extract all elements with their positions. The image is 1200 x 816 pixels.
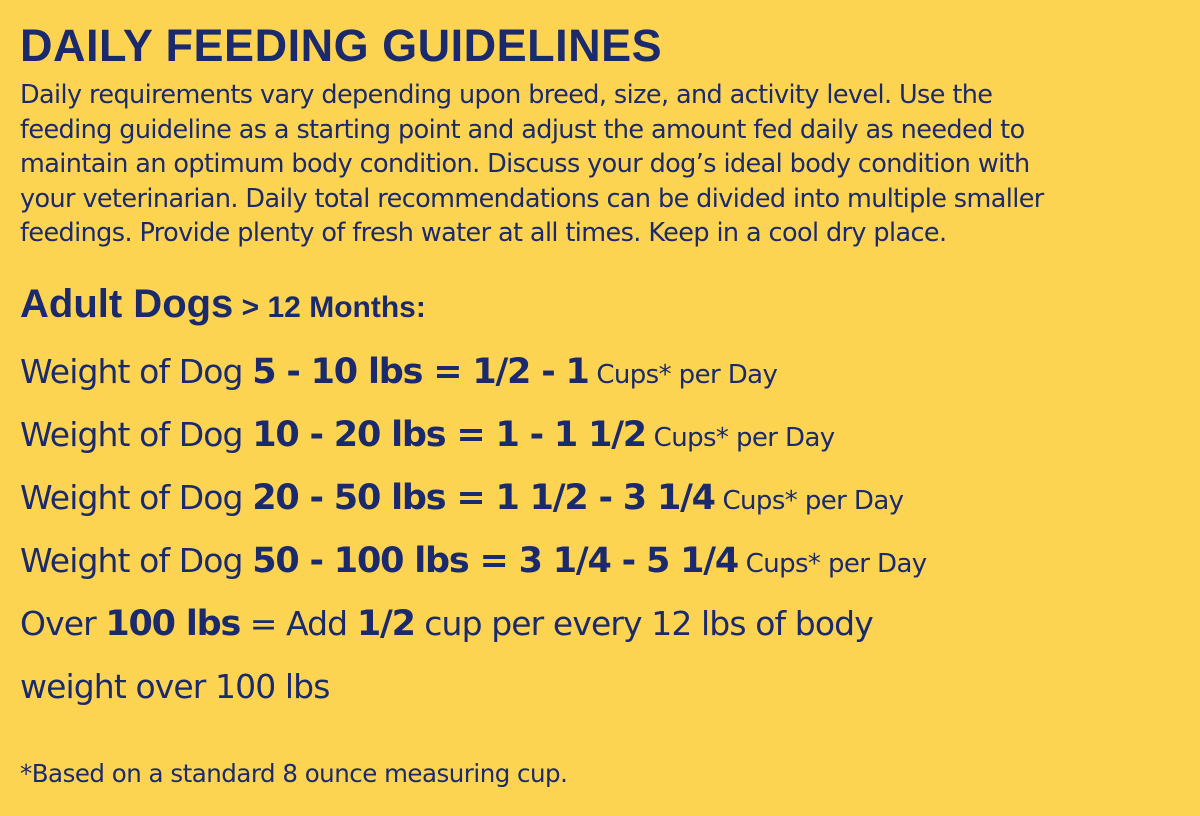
row-prefix: Weight of Dog — [20, 477, 253, 517]
section-heading-sub: > 12 Months: — [233, 290, 426, 324]
intro-paragraph — [20, 78, 1185, 251]
row-unit: Cups* per Day — [588, 359, 778, 390]
feeding-row — [20, 347, 1180, 410]
intro-line: feedings. Provide plenty of fresh water at all times. Keep in a cool dry place. — [20, 218, 947, 248]
intro-line: maintain an optimum body condition. Discuss your dog’s ideal body condition with — [20, 149, 1030, 179]
feeding-row — [20, 410, 1180, 473]
row-weight-amount: 20 - 50 lbs = 1 1/2 - 3 1/4 — [252, 477, 715, 518]
footnote: *Based on a standard 8 ounce measuring cup. — [20, 759, 568, 788]
row-prefix: Weight of Dog — [20, 351, 253, 391]
page-title: DAILY FEEDING GUIDELINES — [20, 20, 663, 71]
over-text-line2: weight over 100 lbs — [20, 666, 330, 706]
row-unit: Cups* per Day — [714, 485, 904, 516]
row-prefix: Weight of Dog — [20, 540, 253, 580]
row-weight-amount: 10 - 20 lbs = 1 - 1 1/2 — [252, 414, 646, 455]
intro-line: Daily requirements vary depending upon breed, size, and activity level. Use the — [20, 80, 993, 110]
row-weight-amount: 50 - 100 lbs = 3 1/4 - 5 1/4 — [252, 540, 738, 581]
over-text-3: cup per every 12 lbs of body — [414, 603, 873, 643]
over-100-row — [20, 599, 1180, 662]
over-weight: 100 lbs — [105, 603, 241, 644]
feeding-row — [20, 473, 1180, 536]
section-heading — [20, 281, 1180, 335]
intro-line: your veterinarian. Daily total recommendations can be divided into multiple smaller — [20, 183, 1044, 214]
row-prefix: Weight of Dog — [20, 414, 253, 454]
over-text-1: Over — [20, 603, 106, 643]
over-100-row-continued — [20, 662, 1180, 725]
row-unit: Cups* per Day — [737, 548, 927, 579]
over-amount: 1/2 — [356, 603, 415, 644]
feeding-row — [20, 536, 1180, 599]
over-text-2: = Add — [240, 603, 357, 643]
row-weight-amount: 5 - 10 lbs = 1/2 - 1 — [252, 351, 589, 392]
intro-line: feeding guideline as a starting point and adjust the amount fed daily as needed to — [20, 114, 1025, 145]
row-unit: Cups* per Day — [645, 422, 835, 453]
feeding-table — [20, 347, 1180, 725]
section-heading-main: Adult Dogs — [20, 281, 234, 326]
